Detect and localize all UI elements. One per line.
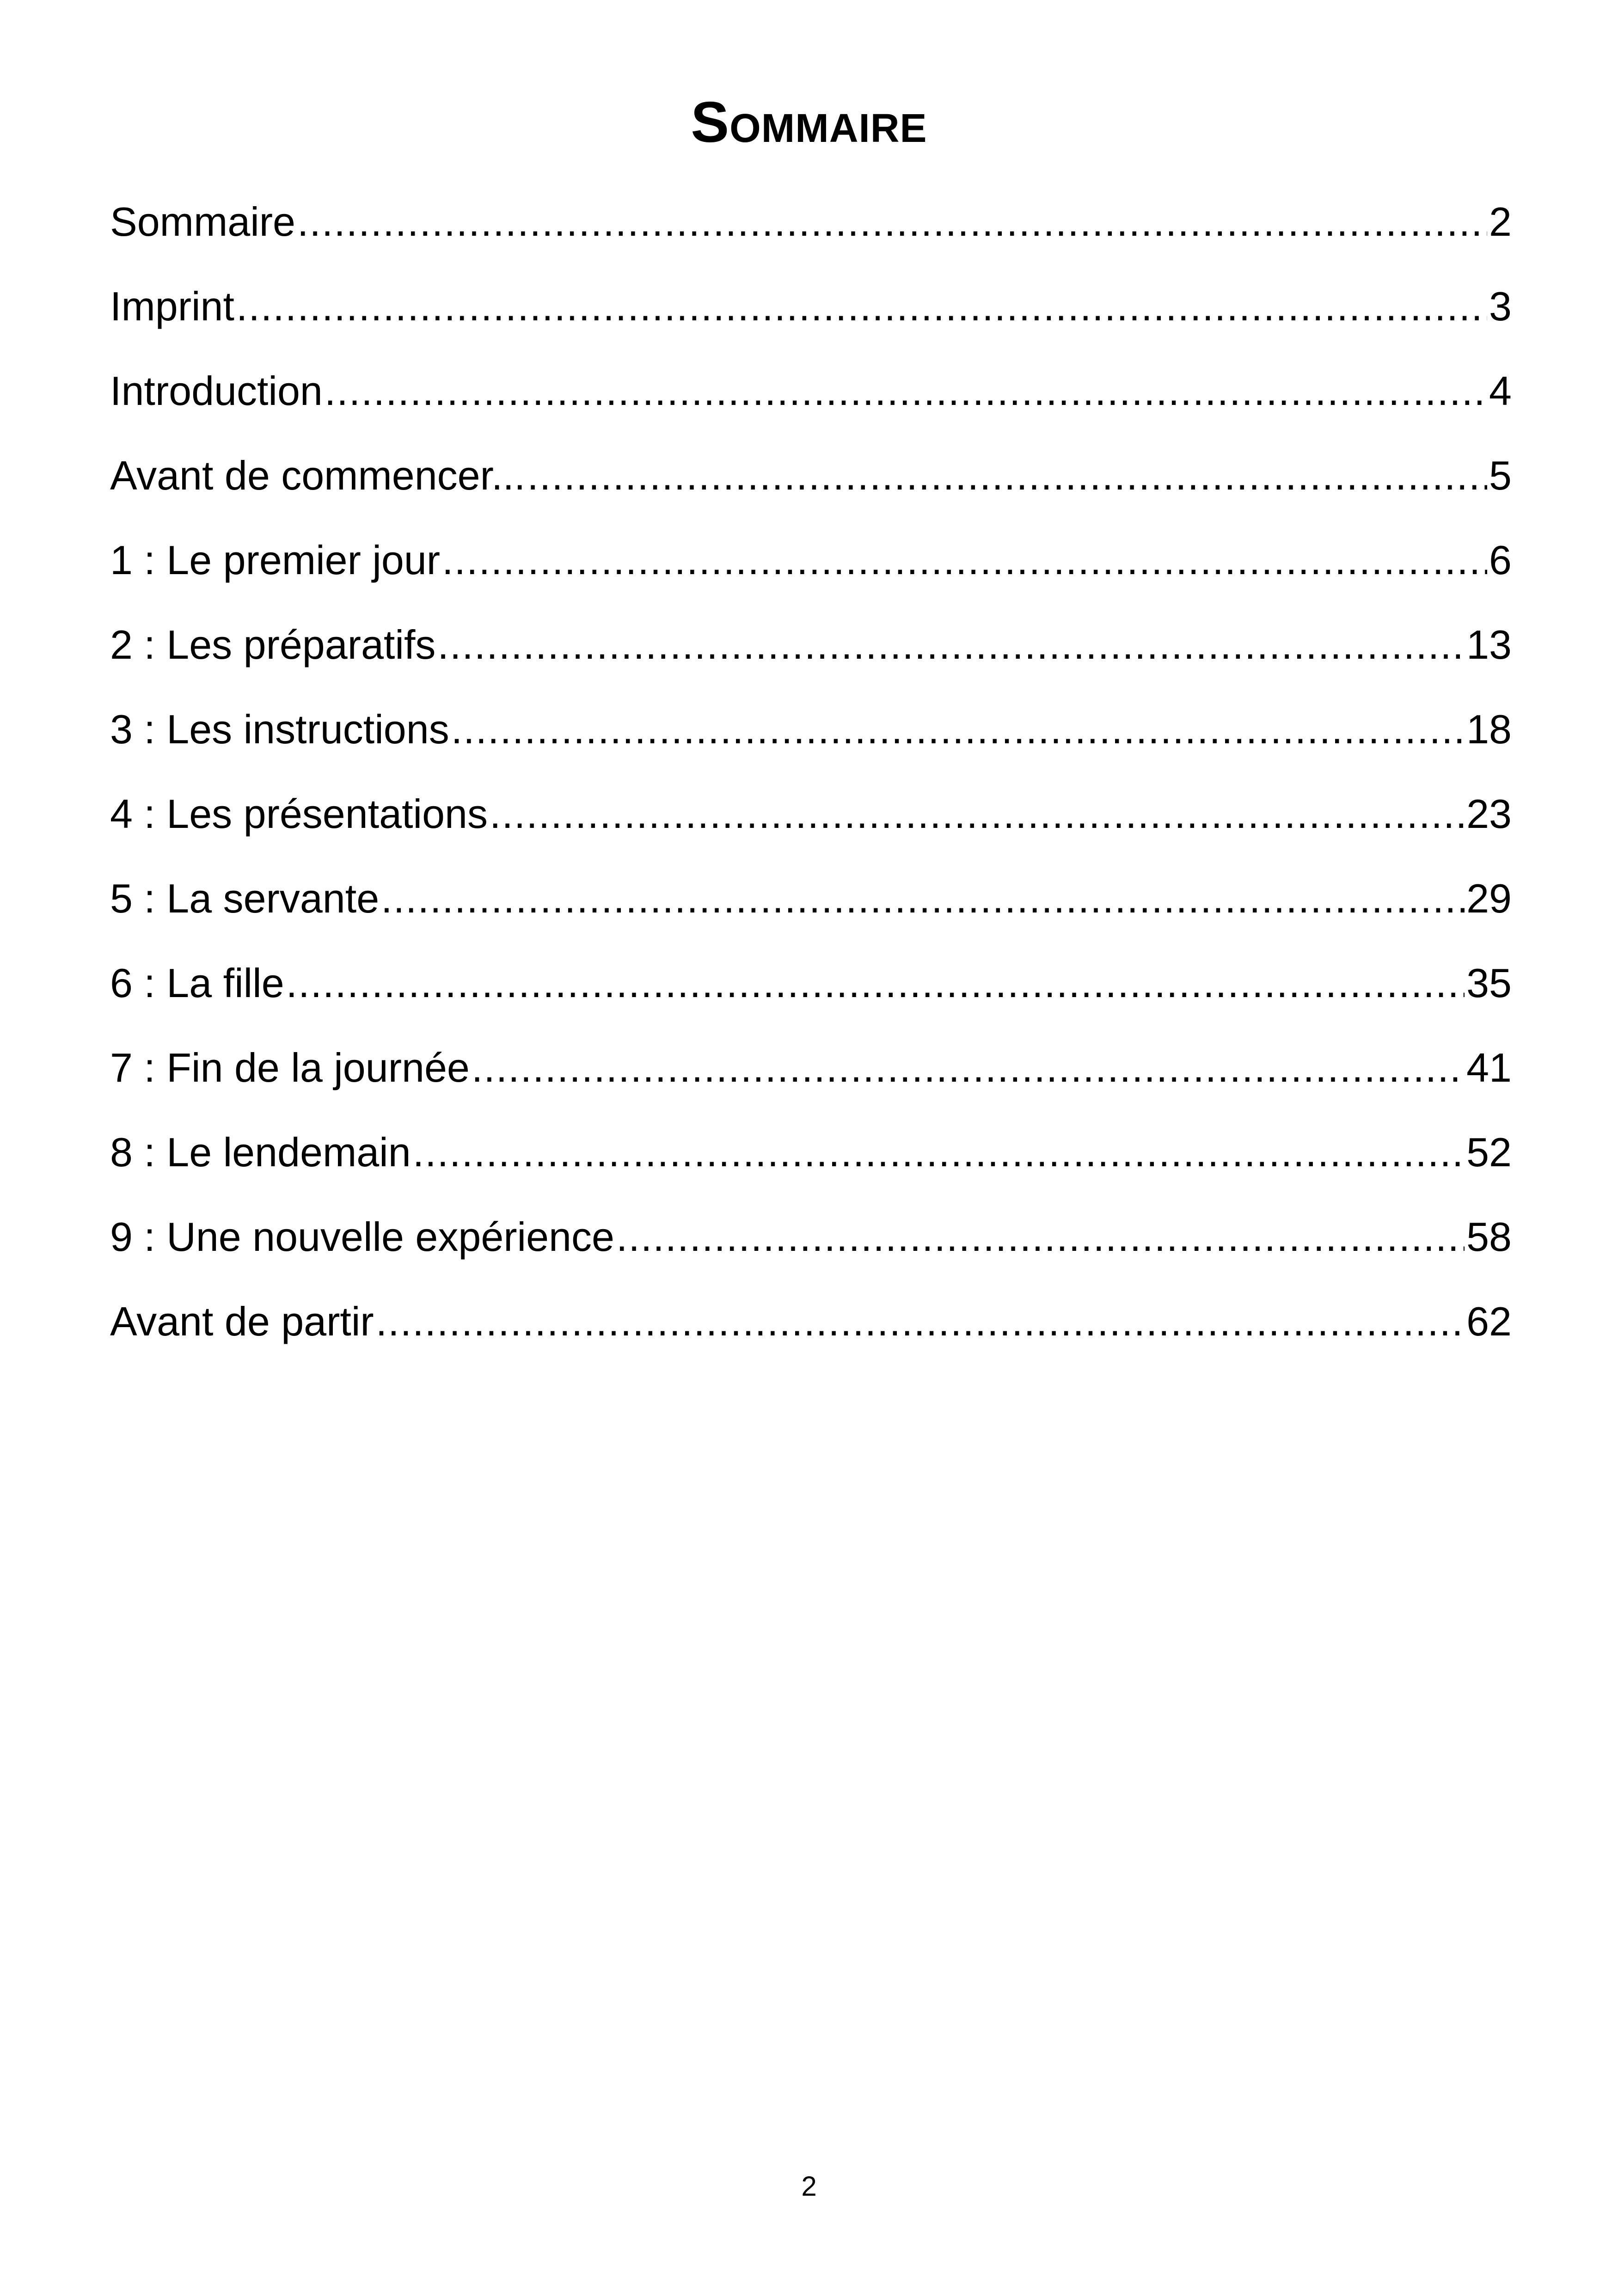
- toc-dot-leader: [413, 1125, 1465, 1180]
- toc-dot-leader: [376, 1294, 1465, 1349]
- toc-entry-page: 3: [1489, 283, 1512, 329]
- toc-entry-label: Sommaire: [110, 199, 295, 245]
- toc-entry[interactable]: [110, 363, 1512, 448]
- toc-entry-page: 2: [1489, 199, 1512, 245]
- toc-dot-leader: [616, 1209, 1465, 1265]
- toc-entry-page: 5: [1489, 453, 1512, 498]
- toc-entry-page: 13: [1466, 622, 1512, 667]
- toc-entry[interactable]: [110, 955, 1512, 1040]
- toc-entry[interactable]: [110, 871, 1512, 955]
- toc-dot-leader: [451, 702, 1465, 757]
- toc-dot-leader: [437, 617, 1465, 673]
- toc-entry-page: 35: [1466, 960, 1512, 1006]
- toc-entry-page: 29: [1466, 876, 1512, 921]
- toc-entry[interactable]: [110, 1040, 1512, 1125]
- toc-entry-page: 58: [1466, 1214, 1512, 1260]
- toc-entry[interactable]: [110, 786, 1512, 871]
- toc-dot-leader: [236, 279, 1487, 334]
- toc-entry-label: 7 : Fin de la journée: [110, 1045, 470, 1090]
- toc-entry[interactable]: [110, 1294, 1512, 1378]
- toc-entry-label: 3 : Les instructions: [110, 706, 449, 752]
- toc-entry[interactable]: [110, 1125, 1512, 1209]
- toc-dot-leader: [297, 194, 1487, 250]
- toc-entry-page: 4: [1489, 368, 1512, 414]
- toc-entry[interactable]: [110, 533, 1512, 617]
- toc-entry-page: 52: [1466, 1129, 1512, 1175]
- page-title: Sommaire: [691, 91, 927, 154]
- toc-dot-leader: [381, 871, 1465, 926]
- toc-entry-page: 41: [1466, 1045, 1512, 1090]
- toc-dot-leader: [286, 955, 1465, 1011]
- toc-dot-leader: [442, 533, 1487, 588]
- toc-entry-label: 8 : Le lendemain: [110, 1129, 411, 1175]
- toc-entry-page: 23: [1466, 791, 1512, 837]
- toc-dot-leader: [325, 363, 1487, 419]
- toc-dot-leader: [490, 786, 1465, 842]
- toc-entry-label: 2 : Les préparatifs: [110, 622, 436, 667]
- toc-entry-label: 5 : La servante: [110, 876, 380, 921]
- toc-entry[interactable]: [110, 279, 1512, 363]
- toc-entry[interactable]: [110, 1209, 1512, 1294]
- page-number: 2: [801, 2171, 817, 2202]
- toc-entry[interactable]: [110, 617, 1512, 702]
- toc-entry-label: Avant de commencer...: [110, 453, 526, 498]
- toc-dot-leader: [472, 1040, 1465, 1096]
- toc-entry-label: 9 : Une nouvelle expérience: [110, 1214, 614, 1260]
- toc-entry-label: Imprint: [110, 283, 234, 329]
- toc-entry-page: 62: [1466, 1298, 1512, 1344]
- toc-entry-page: 18: [1466, 706, 1512, 752]
- toc-entry-label: 6 : La fille: [110, 960, 284, 1006]
- toc-entry-label: Introduction: [110, 368, 323, 414]
- table-of-contents: [110, 194, 1512, 1378]
- toc-entry[interactable]: [110, 194, 1512, 279]
- toc-entry-page: 6: [1489, 537, 1512, 583]
- toc-dot-leader: [527, 448, 1487, 503]
- toc-entry-label: Avant de partir: [110, 1298, 374, 1344]
- toc-entry-label: 4 : Les présentations: [110, 791, 488, 837]
- toc-entry[interactable]: [110, 702, 1512, 786]
- toc-entry-label: 1 : Le premier jour: [110, 537, 441, 583]
- toc-entry[interactable]: [110, 448, 1512, 533]
